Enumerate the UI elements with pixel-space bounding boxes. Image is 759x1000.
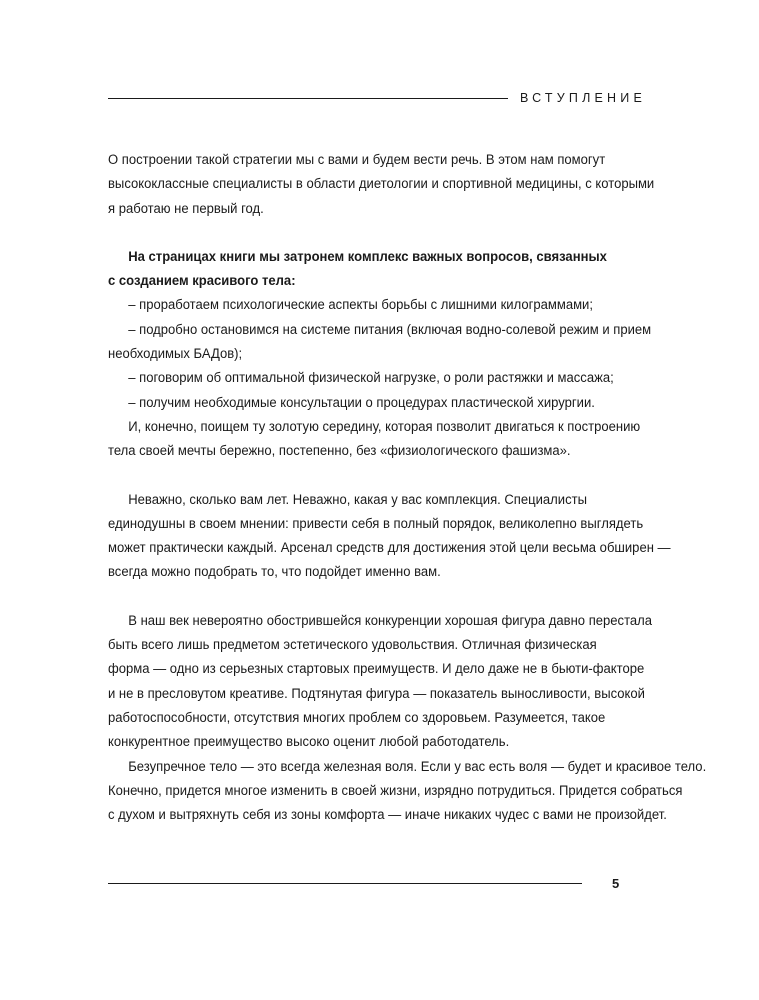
header-rule [108,98,508,99]
text-line: конкурентное преимущество высоко оценит любой работодатель. [108,734,510,751]
body-text [108,148,707,827]
text-line: О построении такой стратегии мы с вами и будем вести речь. В этом нам помогут [108,152,606,168]
text-line: На страницах книги мы затронем комплекс важных вопросов, связанных [128,248,607,265]
text-line: единодушны в своем мнении: привести себя в полный порядок, великолепно выглядеть [108,515,644,532]
text-line: необходимых БАДов); [108,346,243,363]
text-line: – проработаем психологические аспекты борьбы с лишними килограммами; [128,297,593,314]
list-item [108,366,614,390]
paragraph-gap [108,221,586,245]
paragraph-gap [108,464,586,488]
paragraph-bold [108,245,607,294]
paragraph [108,755,707,828]
text-line: Неважно, сколько вам лет. Неважно, какая у вас комплекция. Специалисты [128,491,587,508]
text-line: И, конечно, поищем ту золотую середину, которая позволит двигаться к построению [128,418,641,435]
text-line: тела своей мечты бережно, постепенно, без «физиологического фашизма». [108,443,571,460]
paragraph-gap [108,585,586,609]
text-line: я работаю не первый год. [108,200,264,217]
text-line: высококлассные специалисты в области диетологии и спортивной медицины, с которыми [108,176,655,193]
footer-rule [108,883,582,884]
page-number: 5 [612,876,620,891]
text-line: работоспособности, отсутствия многих проблем со здоровьем. Разумеется, такое [108,709,606,726]
list-item [108,293,593,317]
paragraph [108,415,641,464]
text-line: всегда можно подобрать то, что подойдет именно вам. [108,564,441,581]
text-line: – получим необходимые консультации о процедурах пластической хирургии. [128,394,595,411]
text-line: форма — одно из серьезных стартовых преимуществ. И дело даже не в бьюти-факторе [108,661,645,678]
list-item [108,391,595,415]
text-line: Безупречное тело — это всегда железная воля. Если у вас есть воля — будет и красивое тело. [128,758,707,775]
text-line: – подробно остановимся на системе питания (включая водно-солевой режим и прием [128,321,652,338]
text-line: быть всего лишь предметом эстетического удовольствия. Отличная физическая [108,637,597,654]
text-line: может практически каждый. Арсенал средств для достижения этой цели весьма обширен — [108,540,671,557]
text-line: – поговорим об оптимальной физической нагрузке, о роли растяжки и массажа; [128,370,614,387]
paragraph [108,609,653,755]
text-line: и не в пресловутом креативе. Подтянутая фигура — показатель выносливости, высокой [108,685,645,702]
running-head: ВСТУПЛЕНИЕ [520,91,646,105]
text-line: с духом и вытряхнуть себя из зоны комфорта — иначе никаких чудес с вами не произойдет. [108,807,667,824]
text-line: Конечно, придется многое изменить в своей жизни, изрядно потрудиться. Придется собраться [108,782,683,799]
paragraph [108,488,671,585]
paragraph [108,148,655,221]
text-line: В наш век невероятно обострившейся конкуренции хорошая фигура давно перестала [128,612,653,629]
text-line: с созданием красивого тела: [108,273,296,290]
list-item [108,318,652,367]
